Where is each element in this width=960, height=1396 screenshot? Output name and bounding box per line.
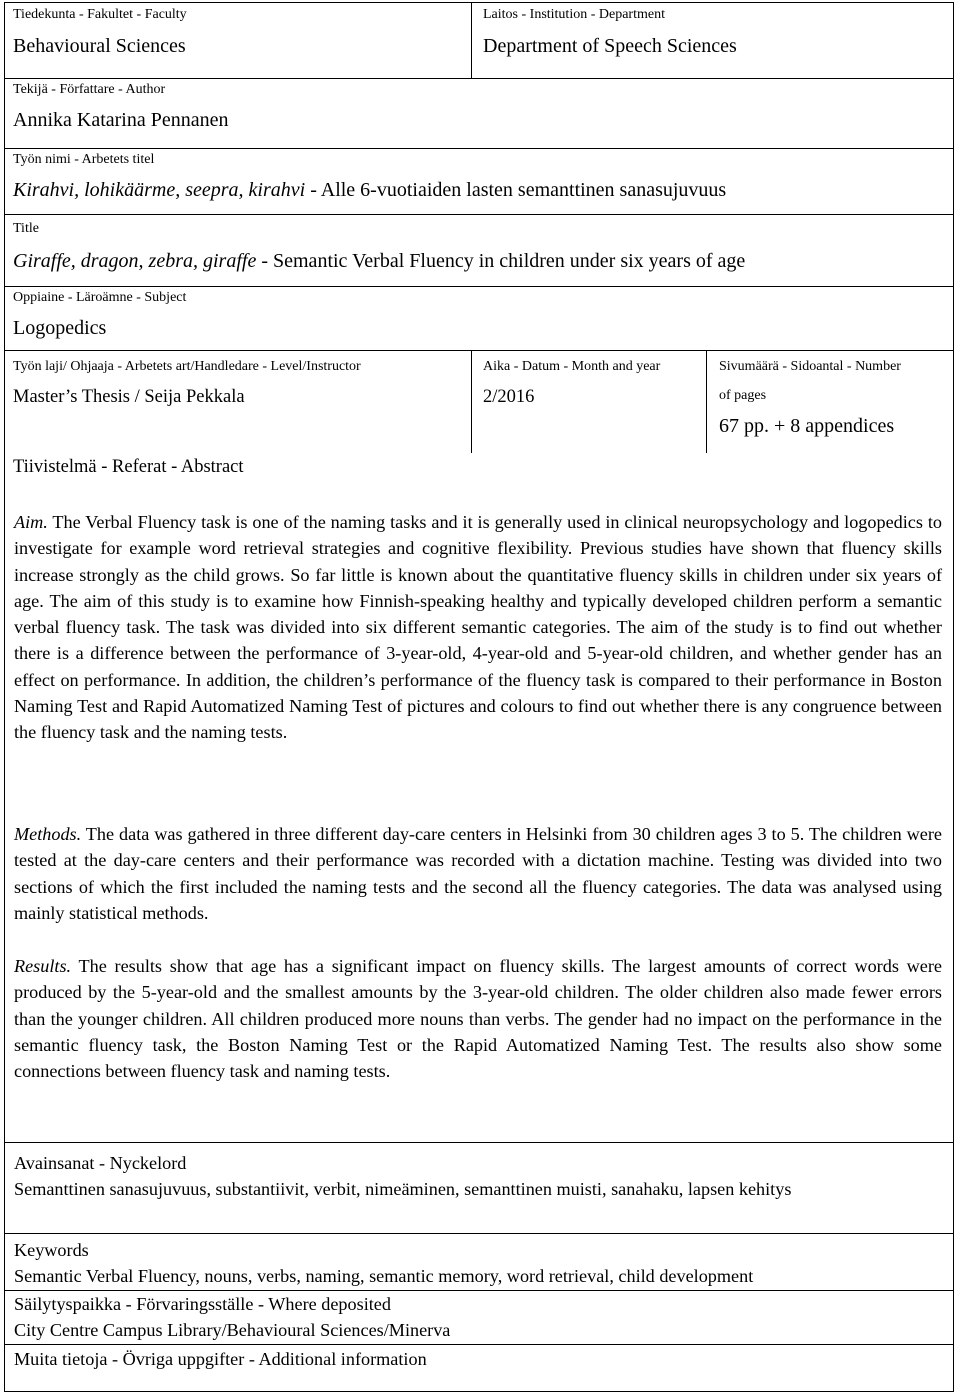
work-title-label: Työn nimi - Arbetets titel	[13, 152, 155, 167]
date-value: 2/2016	[483, 387, 535, 407]
author-label: Tekijä - Författare - Author	[13, 82, 166, 97]
faculty-department-row	[5, 3, 953, 79]
deposited-value: City Centre Campus Library/Behavioural Sciences/Minerva	[14, 1320, 451, 1341]
work-title-value	[13, 179, 726, 202]
results-label: Results.	[14, 956, 72, 976]
keywords-fi-label: Avainsanat - Nyckelord	[14, 1153, 187, 1173]
pages-label-line1: Sivumäärä - Sidoantal - Number	[719, 359, 901, 374]
subject-row	[5, 287, 953, 351]
date-label: Aika - Datum - Month and year	[483, 359, 661, 374]
work-title-rest: - Alle 6-vuotiaiden lasten semanttinen sanasujuvuus	[305, 179, 727, 201]
column-divider	[706, 351, 707, 453]
faculty-value: Behavioural Sciences	[13, 35, 186, 57]
department-value: Department of Speech Sciences	[483, 35, 737, 57]
abstract-results-paragraph	[14, 953, 942, 1084]
additional-label: Muita tietoja - Övriga uppgifter - Additional information	[14, 1349, 427, 1369]
column-divider	[471, 351, 472, 453]
title-row	[5, 215, 953, 287]
abstract-methods-paragraph	[14, 821, 942, 926]
author-value: Annika Katarina Pennanen	[13, 109, 229, 131]
abstract-section	[5, 453, 953, 1143]
subject-label: Oppiaine - Läroämne - Subject	[13, 290, 187, 305]
title-italic: Giraffe, dragon, zebra, giraffe	[13, 250, 257, 272]
author-row	[5, 79, 953, 149]
aim-text: The Verbal Fluency task is one of the naming tasks and it is generally used in clinical neuropsychology and logopedics to investigate for example word retrieval strategies and cognitive flexibility. Previous studies have shown that fluency skills increase strongly as the child grows. So far little is known about the quantitative fluency skills in children under six years of age. The aim of this study is to examine how Finnish-speaking healthy and typically developed children perform a semantic verbal fluency task. The task was divided into six different semantic categories. The aim of the study is to find out whether there is a difference between the performance of 3-year-old, 4-year-old and 5-year-old children, and whether gender has an effect on performance. In addition, the children’s performance of the fluency task is compared to their performance in Boston Naming Test and Rapid Automatized Naming Test of pictures and colours to find out whether there is any congruence between the fluency task and the naming tests.	[14, 512, 942, 743]
work-title-row	[5, 149, 953, 215]
aim-label: Aim.	[14, 512, 48, 532]
abstract-aim-paragraph	[14, 509, 942, 746]
level-label: Työn laji/ Ohjaaja - Arbetets art/Handledare - Level/Instructor	[13, 359, 361, 374]
title-label: Title	[13, 221, 39, 236]
pages-value: 67 pp. + 8 appendices	[719, 415, 895, 437]
keywords-en-section	[14, 1237, 942, 1290]
deposited-section	[14, 1291, 942, 1344]
department-label: Laitos - Institution - Department	[483, 7, 665, 22]
subject-value: Logopedics	[13, 317, 107, 339]
additional-section	[14, 1346, 942, 1372]
level-value: Master’s Thesis / Seija Pekkala	[13, 387, 245, 407]
methods-text: The data was gathered in three different day-care centers in Helsinki from 30 children ages 3 to 5. The children were tested at the day-care centers and their performance was recorded with a dictation machine. Testing was divided into two sections of which the first included the naming tests and the second all the fluency categories. The data was analysed using mainly statistical methods.	[14, 824, 942, 923]
results-text: The results show that age has a significant impact on fluency skills. The largest amounts of correct words were produced by the 5-year-old and the smallest amounts by the 3-year-old children. The older children also made fewer errors than the younger children. All children produced more nouns than verbs. The gender had no impact on the performance in the semantic fluency task, the Boston Naming Test or the Rapid Automatized Naming Test. The results also show some connections between fluency task and naming tests.	[14, 956, 942, 1082]
faculty-label: Tiedekunta - Fakultet - Faculty	[13, 7, 187, 22]
column-divider	[471, 3, 472, 78]
keywords-fi-value: Semanttinen sanasujuvuus, substantiivit, verbit, nimeäminen, semanttinen muisti, sanahaku, lapsen kehitys	[14, 1179, 792, 1200]
keywords-fi-divider	[5, 1233, 953, 1234]
deposited-divider	[5, 1344, 953, 1345]
methods-label: Methods.	[14, 824, 82, 844]
title-rest: - Semantic Verbal Fluency in children under six years of age	[256, 250, 746, 272]
keywords-en-value: Semantic Verbal Fluency, nouns, verbs, naming, semantic memory, word retrieval, child development	[14, 1266, 754, 1287]
deposited-label: Säilytyspaikka - Förvaringsställe - Where deposited	[14, 1294, 391, 1314]
keywords-en-label: Keywords	[14, 1240, 89, 1260]
title-value	[13, 250, 745, 273]
abstract-form	[4, 2, 954, 1392]
work-title-italic: Kirahvi, lohikäärme, seepra, kirahvi	[13, 179, 306, 201]
abstract-heading: Tiivistelmä - Referat - Abstract	[13, 457, 244, 477]
pages-label-line2: of pages	[719, 388, 767, 403]
keywords-section	[14, 1150, 942, 1203]
level-date-pages-row	[5, 351, 953, 453]
